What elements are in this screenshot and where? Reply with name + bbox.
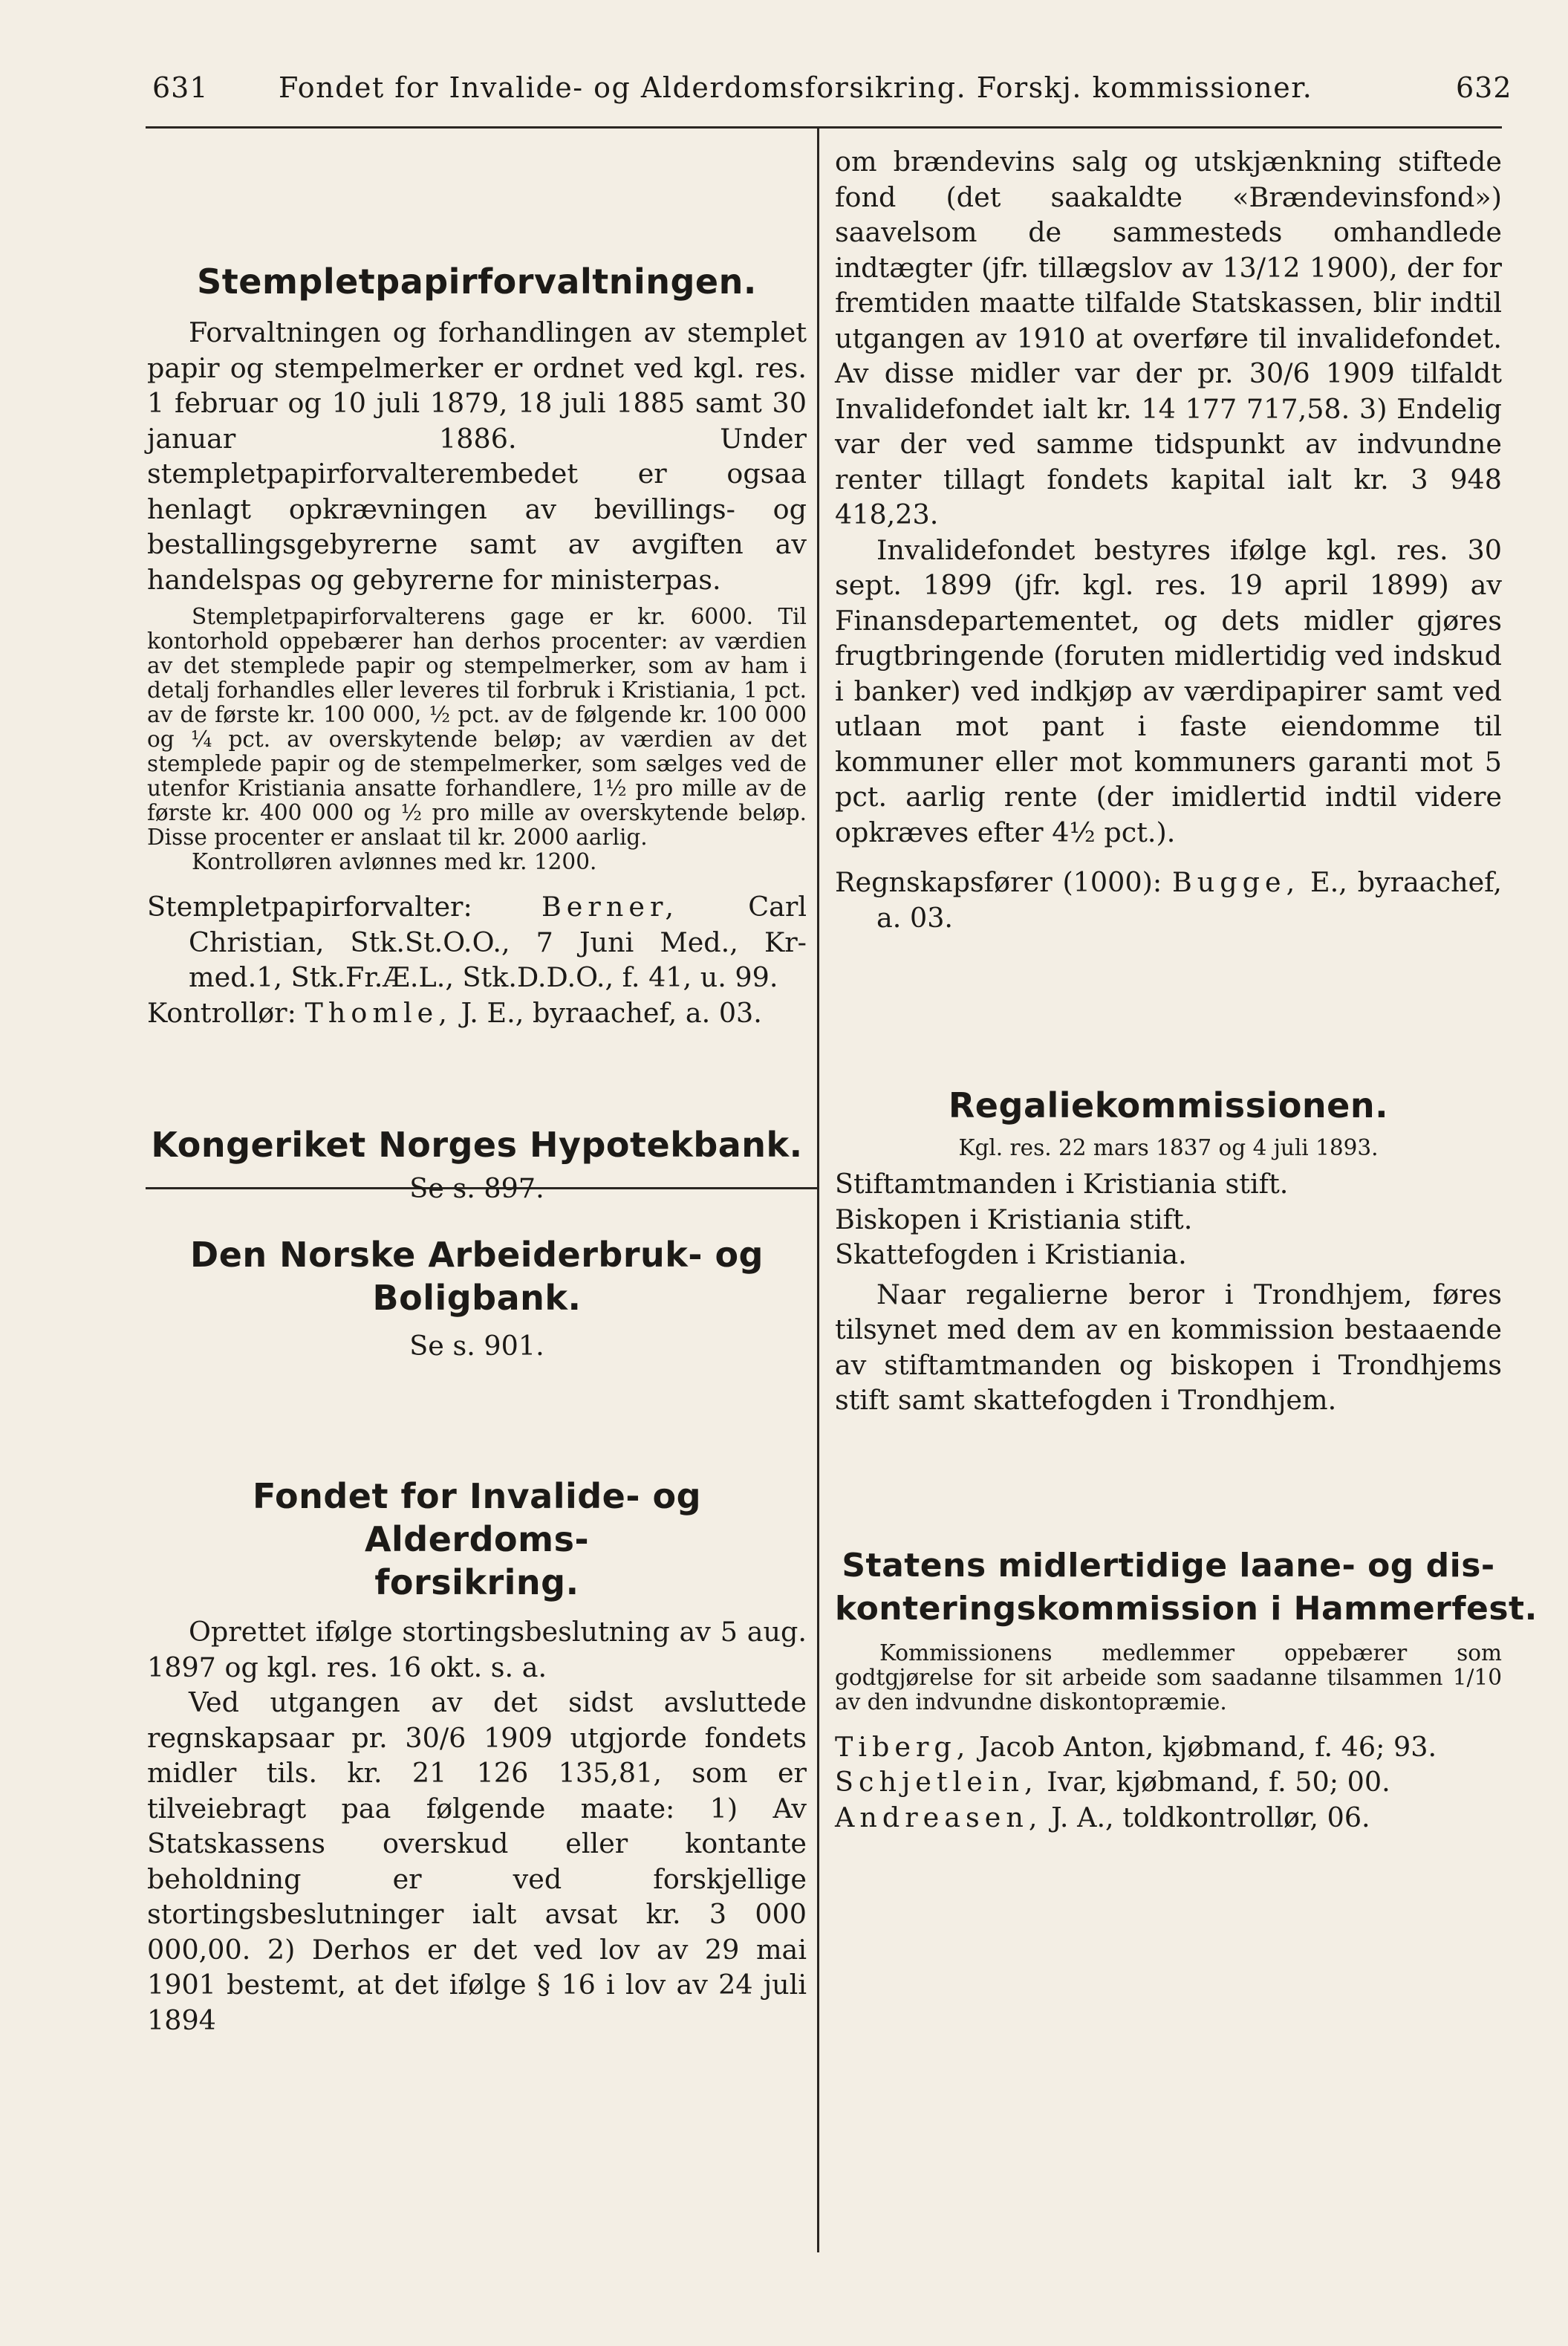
page-number-left: 631 <box>152 71 209 104</box>
hammerfest-member-1 <box>835 1729 1502 1765</box>
officer-details: Carl Christian, Stk.St.O.O., 7 Juni Med., Kr-med.1, Stk.Fr.Æ.L., Stk.D.D.O., f. 41, u. 99. <box>189 891 807 993</box>
officer-role: Regnskapsfører (1000): <box>835 866 1162 898</box>
stempel-paragraph: Forvaltningen og forhandlingen av stemplet papir og stempelmerker er ordnet ved kgl. res. 1 februar og 10 juli 1879, 18 juli 1885 samt 30 januar 1886. Under stempletpapirforvalterembedet er ogsaa henlagt opkrævningen av bevillings- og bestallingsgebyrerne samt av avgiften av handelspas og gebyrerne for ministerpas. <box>147 316 807 596</box>
officer-details: E., byraachef, a. 03. <box>876 866 1502 934</box>
fondet-continued-paragraph: om brændevins salg og utskjænkning stiftede fond (det saakaldte «Brændevinsfond») saavelsom de sammesteds omhandlede indtægter (jfr. tillægslov av 13/12 1900), der for fremtiden maatte tilfalde Statskassen, blir indtil utgangen av 1910 at overføre til invalidefondet. Av disse midler var der pr. 30/6 1909 tilfaldt Invalidefondet ialt kr. 14 177 717,58. 3) Endelig var der ved samme tidspunkt av indvundne renter tillagt fondets kapital ialt kr. 3 948 418,23. <box>835 146 1502 530</box>
hammerfest-member-2 <box>835 1764 1502 1800</box>
heading-hammerfest-line2: konteringskommission i Hammerfest. <box>835 1589 1538 1628</box>
member-details: J. A., toldkontrollør, 06. <box>1051 1801 1370 1833</box>
member-details: Jacob Anton, kjøbmand, f. 46; 93. <box>979 1730 1437 1763</box>
fondet-paragraph-2: Ved utgangen av det sidst avsluttede regnskapsaar pr. 30/6 1909 utgjorde fondets midler tils. kr. 21 126 135,81, som er tilveiebragt paa følgende maate: 1) Av Statskassens overskud eller kontante beholdning er ved forskjellige stortingsbeslutninger ialt avsat kr. 3 000 000,00. 2) Derhos er det ved lov av 29 mai 1901 bestemt, at det ifølge § 16 i lov av 24 juli 1894 <box>147 1686 807 2036</box>
heading-hammerfest-line1: Statens midlertidige laane- og dis- <box>842 1546 1495 1585</box>
officer-name: Berner, <box>541 891 680 923</box>
running-title: Fondet for Invalide- og Alderdomsforsikring. Forskj. kommissioner. <box>279 71 1313 104</box>
heading-arbeiderbruk-line1: Den Norske Arbeiderbruk- og <box>190 1234 764 1275</box>
stempel-fine-print: Stempletpapirforvalterens gage er kr. 6000. Til kontorhold oppebærer han derhos procenter: av værdien av det stemplede papir og stempelmerker, som av ham i detalj forhandles eller leveres til forbruk i Kristiania, 1 pct. av de første kr. 100 000, ½ pct. av de følgende kr. 100 000 og ¼ pct. av overskytende beløp; av værdien av det stemplede papir og de stempelmerker, som sælges ved de utenfor Kristiania ansatte forhandlere, 1½ pro mille av de første kr. 400 000 og ½ pro mille av overskytende beløp. Disse procenter er anslaat til kr. 2000 aarlig. <box>147 604 807 850</box>
regalie-resolution: Kgl. res. 22 mars 1837 og 4 juli 1893. <box>958 1135 1379 1160</box>
page-number-right: 632 <box>1456 71 1512 104</box>
regalie-paragraph: Naar regalierne beror i Trondhjem, føres tilsynet med dem av en kommission bestaaende av stiftamtmanden og biskopen i Trondhjems stift samt skattefogden i Trondhjem. <box>835 1278 1502 1416</box>
officer-role: Stempletpapirforvalter: <box>147 891 472 923</box>
hammerfest-fine-print: Kommissionens medlemmer oppebærer som godtgjørelse for sit arbeide som saadanne tilsammen 1/10 av den indvundne diskontopræmie. <box>835 1640 1502 1715</box>
regalie-member-1: Stiftamtmanden i Kristiania stift. <box>835 1168 1289 1200</box>
regalie-member-2: Biskopen i Kristiania stift. <box>835 1203 1193 1235</box>
officer-regnskapsforer <box>835 865 1502 935</box>
hammerfest-member-3 <box>835 1800 1502 1836</box>
left-column <box>147 134 807 2038</box>
heading-regaliekommissionen: Regaliekommissionen. <box>948 1085 1389 1125</box>
member-name: Schjetlein, <box>835 1766 1038 1798</box>
officer-name: Thomle, <box>305 996 452 1029</box>
heading-fondet-line1: Fondet for Invalide- og Alderdoms- <box>252 1476 702 1559</box>
header-rule <box>146 126 1502 129</box>
regalie-member-3: Skattefogden i Kristiania. <box>835 1238 1187 1270</box>
member-name: Tiberg, <box>835 1730 971 1763</box>
officer-role: Kontrollør: <box>147 996 296 1029</box>
heading-stempletpapirforvaltningen: Stempletpapirforvaltningen. <box>197 261 757 302</box>
fondet-paragraph-1: Oprettet ifølge stortingsbeslutning av 5 aug. 1897 og kgl. res. 16 okt. s. a. <box>147 1616 807 1683</box>
member-details: Ivar, kjøbmand, f. 50; 00. <box>1047 1766 1390 1798</box>
officer-stempletpapirforvalter <box>147 889 807 995</box>
arbeider-reference: Se s. 901. <box>409 1329 544 1362</box>
running-head <box>0 0 1568 126</box>
officer-name: Bugge, <box>1171 866 1301 898</box>
heading-hypotekbank: Kongeriket Norges Hypotekbank. <box>151 1125 803 1165</box>
member-name: Andreasen, <box>835 1801 1043 1833</box>
column-rule <box>817 128 819 2252</box>
right-column <box>835 134 1538 1835</box>
hypotek-reference: Se s. 897. <box>409 1172 544 1204</box>
fondet-administration-paragraph: Invalidefondet bestyres ifølge kgl. res. 30 sept. 1899 (jfr. kgl. res. 19 april 1899) av Finansdepartementet, og dets midler gjøres frugtbringende (foruten midlertidig ved indskud i banker) ved indkjøp av værdipapirer samt ved utlaan mot pant i faste eiendomme til kommuner eller mot kommuners garanti mot 5 pct. aarlig rente (der imidlertid indtil videre opkræves efter 4½ pct.). <box>835 533 1502 848</box>
officer-kontrollor <box>147 995 807 1031</box>
heading-fondet-line2: forsikring. <box>374 1562 579 1602</box>
stempel-fine-print-2: Kontrolløren avlønnes med kr. 1200. <box>192 849 597 874</box>
heading-arbeiderbruk-line2: Boligbank. <box>372 1277 582 1318</box>
officer-details: J. E., byraachef, a. 03. <box>461 996 762 1029</box>
